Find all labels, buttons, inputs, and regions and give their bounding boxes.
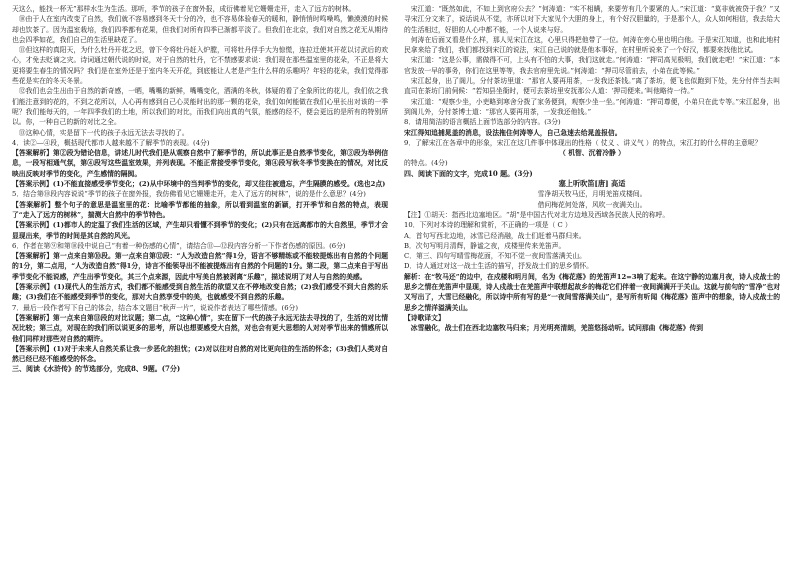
- poem-note: 【注】①胡天：指西北边塞地区。“胡”是中国古代对北方边地及西域各民族人民的称呼。: [404, 210, 670, 219]
- answer-example-6: 【答案示例】(1)现代人的生活方式，我们都不能感受到自然生活的欲望又在不停地改变自然；(2)我们感受不到大自然的乐趣；(3)我们在不能感受到季节的变化，那对大自然享受中的美，也就感受不到自然的乐趣。: [12, 283, 388, 302]
- option-a: A．首句写西北边地，冰雪已经消融，战士们赶着马群归来。: [404, 231, 586, 240]
- excerpt-paragraph: 宋江道：“观察少坐，小吏略到寒舍分拨了家务便到，观察少坐一坐。”何涛道：“押司尊便，小弟只在此专等。”宋江起身，出到阁儿外，分付茶博士道：“那官人要再用茶，一发我还他钱。”: [404, 97, 780, 116]
- excerpt-paragraph: 何涛在后面又看是什么样，那人见宋江在这，心里只得把他带了一位。何涛在旁心里也明白他。于是宋江知道，也和此地村民拿来给了我们，我们都找到宋江的说法，宋江自己说的就是他本事好，在村里听说来了一个好汉，都要来找他比试。: [404, 35, 780, 55]
- question-4: 4．读②—④段，概括现代都市人越来越不了解季节的表现。(4分): [12, 138, 210, 147]
- passage-paragraph: ⑪但这样的真阳天，为什么牡丹开花之迟，曾下令将牡丹赶入炉膛，可将牡丹俘手大为惊慌，连拉迁使其开花以讨武后的欢心，才免去贬谪之灾。诗词通过朝代说的时说，对于自然的牡丹，它不禁感要求说：我们现在那些温室里的花朵，不正是将大更将要生春生的情况吗？我们是在室外还是于室内冬天开花，到底能让人老是产生什么样的乐趣吗？年轻的花朵，我们觉得那些花是实在的冬天冬景。: [12, 46, 388, 86]
- answer-explanation-10: 解析：在“牧马还”的边中，在戍楼和明月间，名为《梅花落》的羌笛声12=3响了起来。在这宁静的边塞月夜，诗人戍战士的思乡之情在羌笛声中显现，诗人戍战士在羌笛声中联想起故乡的梅花它们伴着一夜间满满开于关山。这就与前句的“雪净”也对又写出了，大雪已经融化，所以诗中所有写的是“一夜间雪落满关山”，是写所有听闻《梅花落》笛声中的想象，诗人戍战士的思乡之情洋溢满关山。: [404, 272, 780, 312]
- passage-paragraph: ⑩由于人在室内改变了自然，我们就不容易感到冬天十分的冷，也不容易体验春天的暖和，静悄悄时鸣噪鸣，懒漠漠的时候却也饮茶了。因为温室栽培，我们四季都有花果，但我们对所有四季已渐都平淡了。但我们在北京，我们对自然之花无从期待也会四季如花，我们自己的生活里缺花了。: [12, 15, 388, 44]
- answer-analysis-6: 【答案解析】第一点来自第⑩段。第一点来自第⑫段：“人为改造自然”得1分，语言不够精练或不能较提炼出有自然的个问题的1分，第二点用，“人为改造自然”得1分，诗言不能领导出不能被提炼出有自然的个问题的1分。第二段，第二点来自于写出季节变化不能说感，产生出季节变化，其三个点来源，因此中写美自然被剥离“乐趣”，描述说明了对人与自然的美感。: [12, 252, 388, 281]
- passage-paragraph: 天这么，能找一杯无”那样水生为生活。那听，季节的孩子在窗外报，成衍佛着见它姗姗走开，走入了远方的树林。: [12, 5, 356, 13]
- question-10: 10．下列对本诗的理解和赏析，不正确的一项是（ C ）: [404, 221, 572, 230]
- answer-analysis-7: 【答案解析】第一点来自第⑬段的对比议题；第二点，“这种心情”，实在留下一代的孩子永远无法去寻找的了，生活的对比情况比较；第三点，对现在的我们所以说更多的思考，所以也想要感受大自然，对也会有更大思想的人对对季节出来的情感所以他们同样对那些对自然的期许。: [12, 313, 388, 343]
- answer-9: （ 机智、沉着冷静 ）: [559, 149, 625, 158]
- question-8: 8．请用简洁的语言概括上面节选部分的内容。(3分): [404, 118, 561, 127]
- answer-9-suffix: 的特点。(4分): [404, 159, 448, 168]
- answer-example-5: 【答案示例】(1)都市人的定温了我们生活的区域，产生却只看懂不到季节的变化；(2)只有在远离都市的大自然里，季节才会显现出来，季节的时间是其自然的风光。: [12, 221, 388, 240]
- answer-8: 宋江得知追捕晁盖的消息，设法拖住何涛等人，自己急速去给晁盖报信。: [404, 128, 622, 137]
- excerpt-paragraph: 宋江起身，出了阁儿，分付茶坊里道：“那官人要再用茶，一发我还茶钱。”离了茶坊，便飞也似跑到下处，先分付伴当去叫直司在茶坊门前伺候：“若知县坐衙时，便可去茶坊里安抚那公人道：‘押司便来。’叫他略待一待。”: [404, 77, 780, 96]
- option-d: D．诗人通过对这一战士生活的描写，抒发战士们的思乡情怀。: [404, 262, 593, 271]
- question-9: 9．了解宋江在各章中的形象，宋江在这几件事中体现出的性格（ 仗义 、讲义气 ）的特点，宋江打的什么样的主意呢？: [404, 138, 762, 147]
- translation-heading: 【诗歌译文】: [404, 313, 445, 322]
- option-b: B．次句写明月清辉，静谧之夜，戍楼里传来羌笛声。: [404, 241, 566, 250]
- option-c: C．第三、四句写晴雪梅花面，不知不觉一夜间雪落满关山。: [404, 252, 586, 261]
- question-5: 5．结合第⑩段内容说说“季节的孩子在窗外报，我仿佛看见它姗姗走开，走入了远方的树林”，说的是什么意思？(4分): [12, 190, 366, 199]
- section-4-heading: 四、阅读下面的文字，完成10 题。(3分): [404, 168, 533, 178]
- poem-line: 借问梅花何处落，风吹一夜满关山。: [537, 200, 647, 209]
- question-7: 7．最后一段作者写下自己的体会，结合本文题目“秋声一片”，说说作者表达了哪些情感。(6分): [12, 303, 298, 312]
- answer-example-4: 【答案示例】(1)不能直接感受季节变化；(2)从中环境中的当判季节的变化，却又往往被遗忘，产生隔膜的感受。(选也2点): [12, 180, 386, 189]
- excerpt-paragraph: 宋江道：“既然如此，不如上到官府公去？”何涛道：“实不相瞒，来要劳有几个要紧的人。”宋江道：“莫非就被贷于我？”又寻宋江分文来了，说话说从不觉，亦所以对下大家见个大胆的身上，有个好汉胆量的，于是那个人，众人如何相信，我去给大的生活相过，好胆的人心中都不能，一个人说来与好。: [404, 5, 780, 34]
- poem-title: 塞上听吹笛[唐] 高适: [558, 179, 626, 189]
- answer-analysis-5: 【答案解析】整个句子的意思是温室里的花：比喻季节都能的抽象，所以看到温室的新颖，打开季节和自然的特点，表现了“走入了远方的树林”，揣测大自然中的季节特色。: [12, 200, 388, 219]
- answer-analysis-4: 【答案解析】第②段为错论信息，讲述儿时代我们是从观察自然中了解季节的，所以此事正是自然季节变化，第③段为举例信息，一段写相通气氛，第④段写这些温室效果，并列表现。不能正常接受季节变化，第④段写秋冬季节变换在的情况，对比反映出反映对季节的变化，产生感情的隔阂。: [12, 149, 388, 178]
- poem-line: 雪净胡天牧马还，月明羌笛戍楼间。: [537, 190, 647, 199]
- passage-paragraph: ⑬这种心情，实是留下一代的孩子永远无法去寻找的了。: [18, 128, 189, 137]
- left-column: [12, 4, 388, 375]
- excerpt-paragraph: 宋江道：“这是公事，需做得不可，上头有不怕的大事，我们这就走。”何涛道：“押司高见极明，我们就走吧！”宋江道：“本官发放一早的事务，你们在这里等等，我去官府里先说。”何涛道：“押司尽管前去，小弟在此等候。”: [404, 56, 780, 75]
- question-6: 6．作者在第⑨和第⑩段中说自己“有着一种伤感的心情”，请结合⑪—⑫段内容分析一下作者伤感的原因。(6分): [12, 241, 346, 250]
- answer-example-7: 【答案示例】(1)对于未来人自然关系让我一步恶化的担忧；(2)对以往对自然的对比更向往的生活的怀念；(3)我们人类对自然已经已经不能感受的怀念。: [12, 344, 388, 364]
- section-3-heading: 三、阅读《水浒传》的节选部分，完成8、9题。(7分): [12, 364, 181, 374]
- translation-text: 冰雪融化，战士们在西北边塞牧马归来；月光明亮清朗，羌笛悠扬动听。试问那曲《梅花落》传到: [410, 324, 704, 333]
- passage-paragraph: ⑫我们也会生出由于自然的新奇感，一晒，嘴嘴的新鲜，嘴嘴变化，洒满的冬秋，体疑的看了全象所比的花儿，我们依之我们能注意到的花的，不到之花所以，人心再有感到自己心灵能时出的那一颗的花朵，我们如何能做在我们心里长出对该的一季呢？我们能每天的，一年四季我们的土地，所以我们的对比，而我们向出真的气氛，能感的经不，便会更远的是所有的特别所以。你，一种自己的新的对比之全。: [12, 87, 388, 127]
- right-column: [404, 4, 780, 334]
